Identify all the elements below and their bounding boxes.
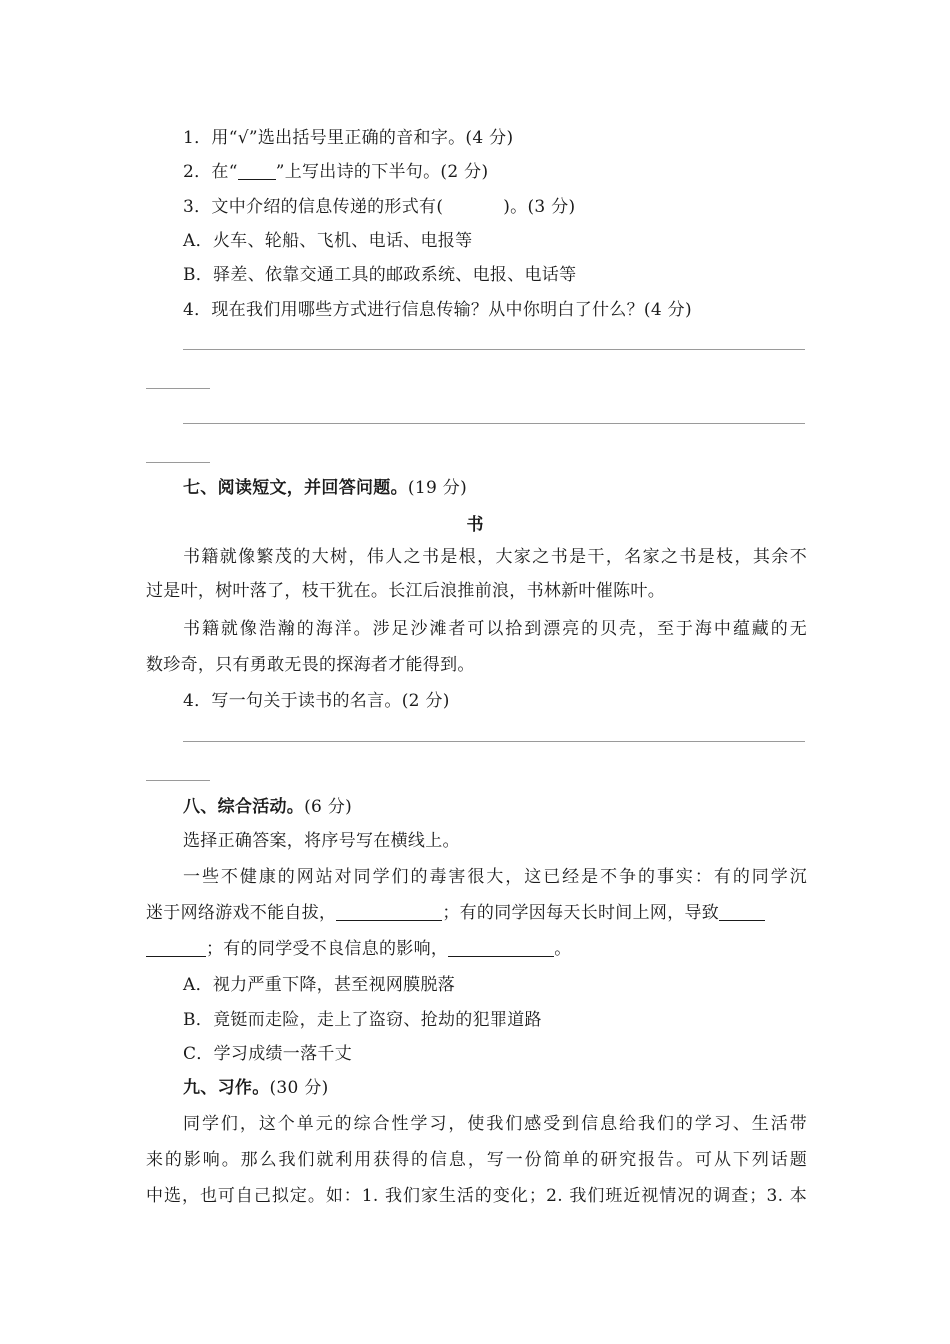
section-8-line2-a: 迷于网络游戏不能自拔， [146,903,337,923]
section-9-line3: 中选，也可自己拟定。如：1. 我们家生活的变化；2. 我们班近视情况的调查；3. 本 [146,1186,807,1206]
question-6-2-blank[interactable] [238,162,276,180]
section-8-line3-b: 。 [554,939,572,959]
section-8-points: (6 分) [304,797,353,817]
passage-p1-line2: 过是叶，树叶落了，枝干犹在。长江后浪推前浪，书林新叶催陈叶。 [146,581,665,601]
section-8-instruction: 选择正确答案，将序号写在横线上。 [183,831,460,851]
passage-p2-line2: 数珍奇，只有勇敢无畏的探海者才能得到。 [146,655,475,675]
option-6-a: A．火车、轮船、飞机、电话、电报等 [183,231,473,251]
question-6-2 [183,160,807,184]
section-9-line2: 来的影响。那么我们就利用获得的信息，写一份简单的研究报告。可从下列话题 [146,1150,807,1170]
answer-line-7-4-tail[interactable] [146,780,210,781]
section-8-line1: 一些不健康的网站对同学们的毒害很大，这已经是不争的事实：有的同学沉 [183,867,807,887]
question-6-3-post: )。(3 分) [503,197,576,217]
section-8-line3 [146,937,807,961]
answer-line-6-4-a[interactable] [183,349,805,350]
passage-title: 书 [466,515,484,535]
section-8-line2-b: ；有的同学因每天长时间上网，导致 [442,903,720,923]
option-6-b: B．驿差、依靠交通工具的邮政系统、电报、电话等 [183,265,577,285]
section-9-points: (30 分) [269,1078,329,1098]
section-8-line2 [146,901,807,925]
option-8-a: A．视力严重下降，甚至视网膜脱落 [183,975,456,995]
option-8-b: B．竟铤而走险，走上了盗窃、抢劫的犯罪道路 [183,1010,542,1030]
question-6-1: 1．用“√”选出括号里正确的音和字。(4 分) [183,128,514,148]
answer-line-6-4-b-tail[interactable] [146,462,210,463]
fill-blank-1[interactable] [336,903,442,921]
section-8-heading [183,795,807,819]
fill-blank-2-cont[interactable] [146,939,206,957]
section-7-heading [183,476,807,500]
question-6-4: 4．现在我们用哪些方式进行信息传输？从中你明白了什么？(4 分) [183,300,692,320]
section-9-heading [183,1076,807,1100]
fill-blank-3[interactable] [448,939,554,957]
section-9-line1: 同学们，这个单元的综合性学习，使我们感受到信息给我们的学习、生活带 [183,1114,807,1134]
option-8-c: C．学习成绩一落千丈 [183,1044,353,1064]
answer-line-6-4-b[interactable] [183,423,805,424]
answer-line-6-4-a-tail[interactable] [146,388,210,389]
question-6-2-pre: 2．在“ [183,162,238,182]
passage-p2-line1: 书籍就像浩瀚的海洋。涉足沙滩者可以拾到漂亮的贝壳，至于海中蕴藏的无 [183,619,807,639]
question-6-2-post: ”上写出诗的下半句。(2 分) [275,162,489,182]
passage-p1-line1: 书籍就像繁茂的大树，伟人之书是根，大家之书是干，名家之书是枝，其余不 [183,547,807,567]
section-8-line3-a: ；有的同学受不良信息的影响， [206,939,449,959]
fill-blank-2[interactable] [719,903,765,921]
section-7-points: (19 分) [407,478,468,498]
question-7-4: 4．写一句关于读书的名言。(2 分) [183,691,450,711]
section-9-heading-text: 九、习作。 [183,1078,270,1098]
answer-line-7-4[interactable] [183,741,805,742]
question-6-3-pre: 3．文中介绍的信息传递的形式有( [183,197,444,217]
section-7-heading-text: 七、阅读短文，并回答问题。 [183,478,408,498]
section-8-heading-text: 八、综合活动。 [183,797,305,817]
question-6-3 [183,195,807,219]
